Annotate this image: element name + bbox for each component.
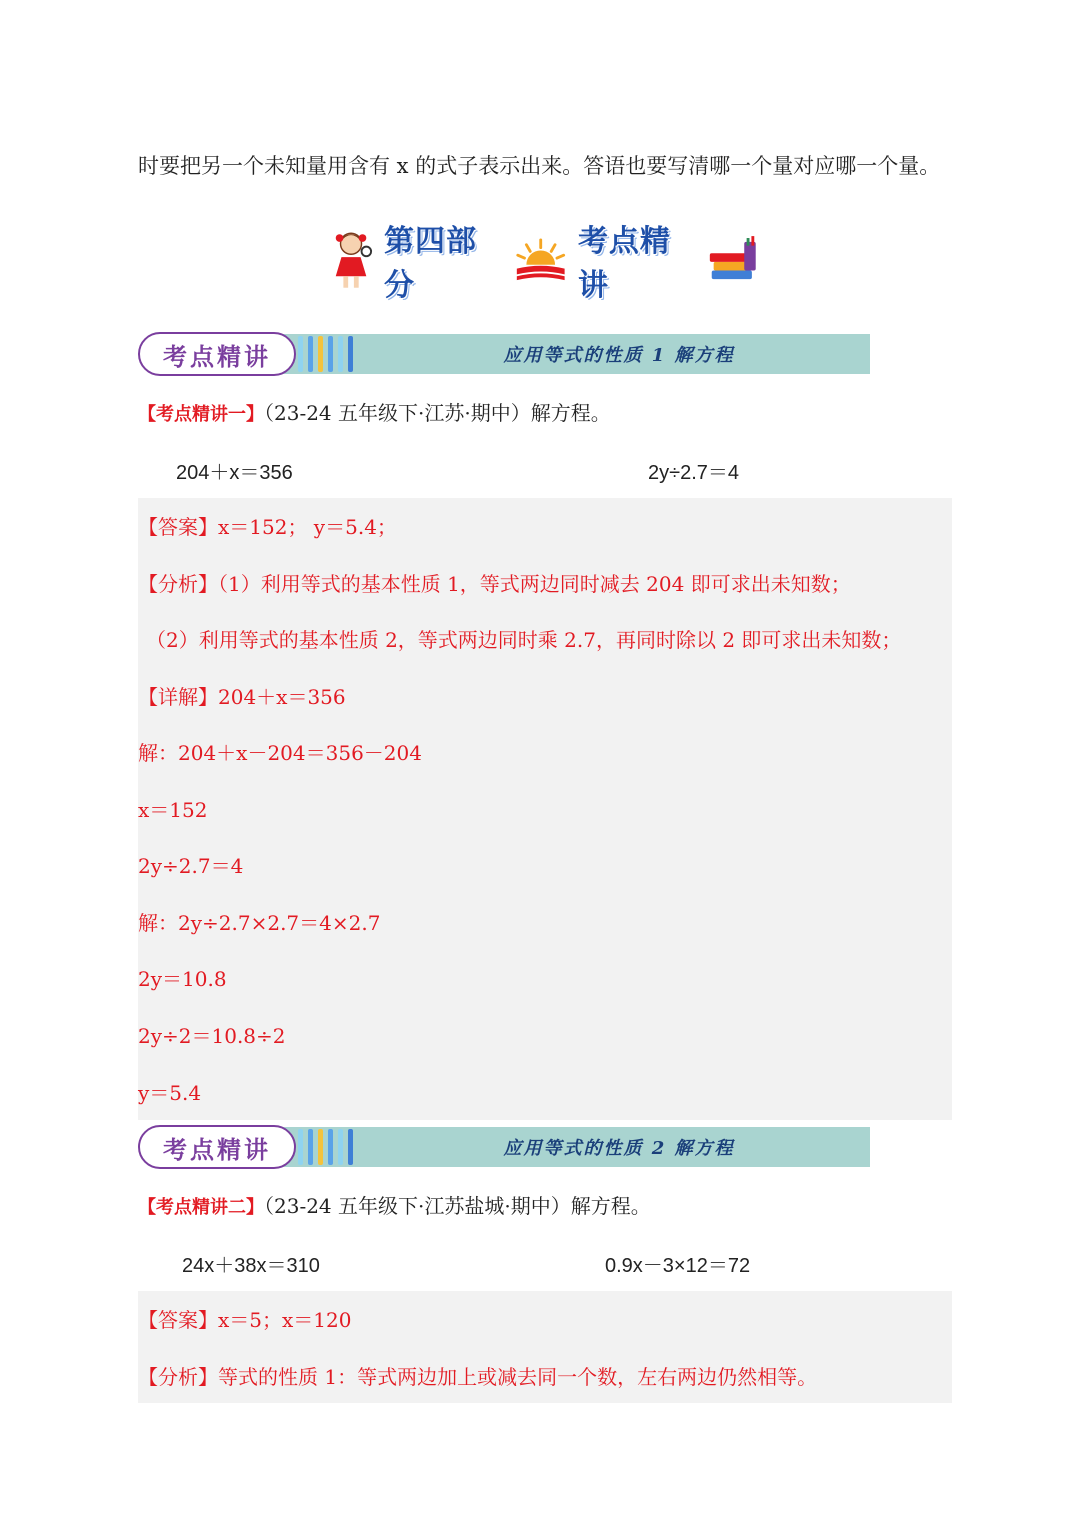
- analysis-line: 【分析】（1）利用等式的基本性质 1，等式两边同时减去 204 即可求出未知数；: [138, 572, 851, 596]
- solution-step: 2y÷2.7＝4: [138, 854, 244, 878]
- sunrise-book-icon: [513, 235, 568, 285]
- solution-step: 解：2y÷2.7×2.7＝4×2.7: [138, 911, 381, 935]
- section-stripes-1: [298, 336, 353, 372]
- section-header-2: [138, 1125, 870, 1169]
- section-header-1: [138, 332, 870, 376]
- part-title: 考点精讲: [577, 224, 671, 303]
- part-banner: [330, 222, 760, 303]
- section-pill-2: 考点精讲: [138, 1125, 296, 1169]
- equation-1b: 2y÷2.7＝4: [648, 462, 740, 484]
- solution-step: 解：204＋x－204＝356－204: [138, 741, 422, 765]
- question-text-2: （23-24 五年级下·江苏盐城·期中）解方程。: [264, 1194, 651, 1218]
- analysis-line: 【分析】等式的性质 1：等式两边加上或减去同一个数，左右两边仍然相等。: [138, 1365, 818, 1389]
- section-title-1: 应用等式的性质 1 解方程: [503, 345, 735, 366]
- equation-2b: 0.9x－3×12＝72: [605, 1255, 751, 1277]
- equation-2a: 24x＋38x＝310: [182, 1255, 320, 1277]
- answer-line: 【答案】x＝5；x＝120: [138, 1308, 352, 1332]
- answer-line: 【答案】x＝152； y＝5.4；: [138, 515, 397, 539]
- question-tag-2: 【考点精讲二】: [138, 1197, 264, 1218]
- analysis-line-2: （2）利用等式的基本性质 2，等式两边同时乘 2.7，再同时除以 2 即可求出未知数；: [146, 628, 902, 652]
- books-pencils-icon: [706, 235, 760, 285]
- solution-step: 2y÷2＝10.8÷2: [138, 1024, 286, 1048]
- part-label: 第四部分: [383, 224, 477, 303]
- answer-box-1: [138, 498, 952, 1120]
- section-title-2: 应用等式的性质 2 解方程: [503, 1138, 735, 1159]
- detail-line: 【详解】204＋x＝356: [138, 685, 346, 709]
- solution-step: x＝152: [138, 798, 208, 822]
- solution-step: 2y＝10.8: [138, 967, 227, 991]
- solution-step: y＝5.4: [138, 1081, 202, 1105]
- question-tag-1: 【考点精讲一】: [138, 404, 264, 425]
- question-1: [138, 398, 611, 430]
- section-stripes-2: [298, 1129, 353, 1165]
- girl-mascot-icon: [330, 227, 374, 293]
- answer-box-2: [138, 1291, 952, 1403]
- equation-1a: 204＋x＝356: [176, 462, 293, 484]
- section-pill-1: 考点精讲: [138, 332, 296, 376]
- intro-text: 时要把另一个未知量用含有 x 的式子表示出来。答语也要写清哪一个量对应哪一个量。: [138, 154, 941, 178]
- question-text-1: （23-24 五年级下·江苏·期中）解方程。: [264, 401, 611, 425]
- question-2: [138, 1191, 651, 1223]
